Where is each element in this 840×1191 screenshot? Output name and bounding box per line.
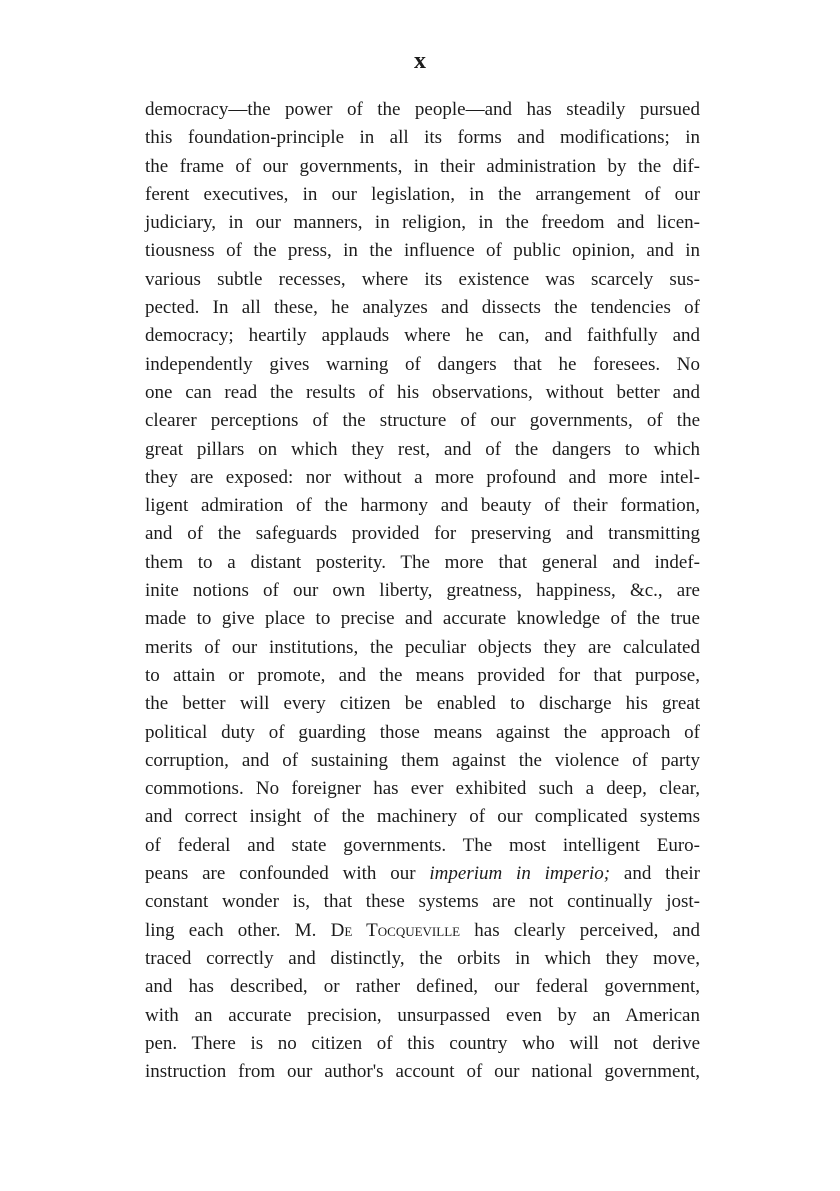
text-line: judiciary, in our manners, in religion, in the freedom and licen- (145, 212, 700, 234)
text-line: they are exposed: nor without a more profound and more intel- (145, 466, 700, 488)
author-name: De Tocqueville (330, 919, 461, 941)
text-line: pected. In all these, he analyzes and dissects the tendencies of (145, 297, 700, 319)
text-line: instruction from our author's account of our national government, (145, 1061, 700, 1083)
text-line: traced correctly and distinctly, the orbits in which they move, (145, 947, 700, 969)
text-line-with-italic (145, 860, 700, 888)
text-line: political duty of guarding those means against the approach of (145, 721, 700, 743)
text-line: this foundation-principle in all its forms and modifications; in (145, 127, 700, 149)
text-line: one can read the results of his observations, without better and (145, 381, 700, 403)
text-line: to attain or promote, and the means provided for that purpose, (145, 664, 700, 686)
text-line: ligent admiration of the harmony and beauty of their formation, (145, 495, 700, 517)
text-line: constant wonder is, that these systems are not continually jost- (145, 891, 700, 913)
text-line: democracy—the power of the people—and has steadily pursued (145, 99, 700, 120)
italic-phrase: imperium in imperio; (429, 863, 611, 885)
text-line: democracy; heartily applauds where he can, and faithfully and (145, 325, 700, 347)
text-line: ferent executives, in our legislation, in the arrangement of our (145, 183, 700, 205)
text-line: clearer perceptions of the structure of our governments, of the (145, 410, 700, 432)
text-line: great pillars on which they rest, and of the dangers to which (145, 438, 700, 460)
text-line: the better will every citizen be enabled to discharge his great (145, 693, 700, 715)
text-run: has clearly perceived, and (460, 919, 700, 941)
text-line: the frame of our governments, in their administration by the dif- (145, 155, 700, 177)
text-line: of federal and state governments. The most intelligent Euro- (145, 834, 700, 856)
text-line: made to give place to precise and accurate knowledge of the true (145, 608, 700, 630)
body-paragraph (145, 96, 700, 1086)
text-line: and correct insight of the machinery of our complicated systems (145, 806, 700, 828)
text-line: corruption, and of sustaining them against the violence of party (145, 749, 700, 771)
text-line: merits of our institutions, the peculiar objects they are calculated (145, 636, 700, 658)
text-run: and their (610, 863, 700, 885)
text-line: pen. There is no citizen of this country who will not derive (145, 1032, 700, 1054)
text-line: various subtle recesses, where its existence was scarcely sus- (145, 268, 700, 290)
text-line: and has described, or rather defined, our federal government, (145, 976, 700, 998)
page-number: x (414, 48, 426, 74)
text-run: peans are confounded with our (145, 863, 430, 885)
text-line-with-name (145, 917, 700, 945)
text-run: ling each other. M. (145, 919, 331, 941)
text-line: them to a distant posterity. The more that general and indef- (145, 551, 700, 573)
text-line: tiousness of the press, in the influence of public opinion, and in (145, 240, 700, 262)
text-line: and of the safeguards provided for preserving and transmitting (145, 523, 700, 545)
text-line: independently gives warning of dangers that he foresees. No (145, 353, 700, 375)
text-line: commotions. No foreigner has ever exhibited such a deep, clear, (145, 778, 700, 800)
text-line: with an accurate precision, unsurpassed even by an American (145, 1004, 700, 1026)
text-line: inite notions of our own liberty, greatness, happiness, &c., are (145, 580, 700, 602)
